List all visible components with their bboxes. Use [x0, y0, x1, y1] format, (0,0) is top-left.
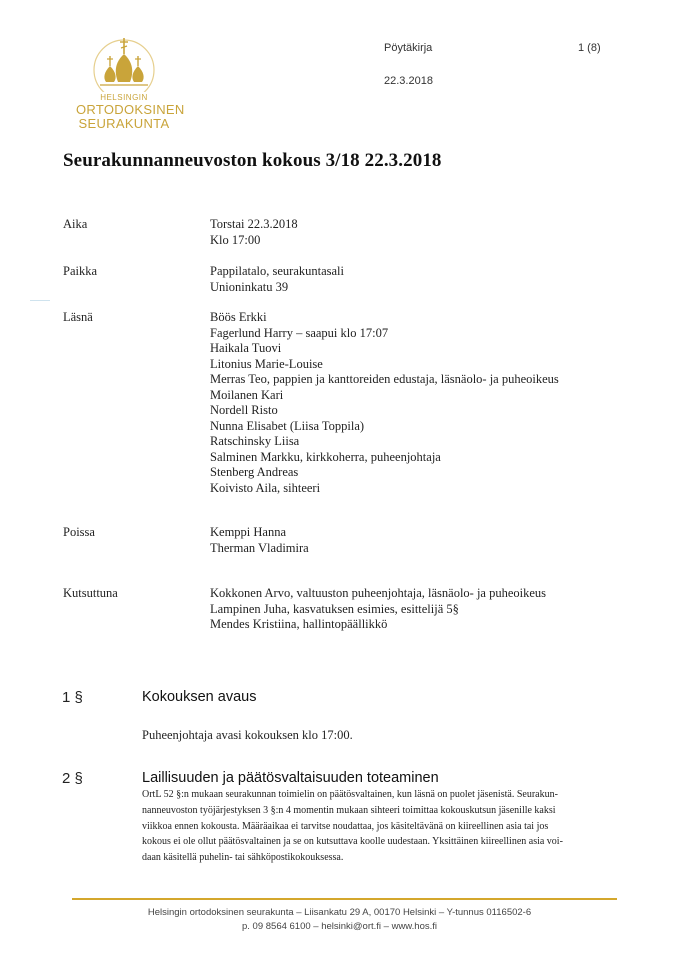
- time-values: [210, 217, 298, 248]
- time-label: Aika: [63, 217, 88, 231]
- present-list: [210, 310, 559, 496]
- present-label: Läsnä: [63, 310, 93, 324]
- invited-list: [210, 586, 546, 633]
- footer-contact: p. 09 8564 6100 – helsinki@ort.fi – www.hos.fi: [241, 921, 437, 932]
- present-member: Litonius Marie-Louise: [210, 356, 323, 371]
- invited-member: Mendes Kristiina, hallintopäällikkö: [210, 617, 388, 631]
- present-member: Stenberg Andreas: [210, 465, 299, 479]
- footer-rule: [72, 898, 617, 900]
- page-title: Seurakunnanneuvoston kokous 3/18 22.3.2018: [63, 150, 442, 171]
- place-line: Unioninkatu 39: [210, 279, 289, 294]
- section-2-title: Laillisuuden ja päätösvaltaisuuden toteaminen: [142, 770, 439, 786]
- present-member: Merras Teo, pappien ja kanttoreiden edustaja, läsnäolo- ja puheoikeus: [210, 372, 559, 386]
- absent-list: [210, 525, 309, 556]
- time-line: Torstai 22.3.2018: [210, 217, 298, 231]
- paragraph-line: OrtL 52 §:n mukaan seurakunnan toimielin on päätösvaltainen, kun läsnä on puolet jäsenistä. Seurakun-: [142, 789, 558, 800]
- section-2-paragraph: [142, 787, 622, 866]
- section-1-number: 1 §: [62, 689, 83, 706]
- invited-label: Kutsuttuna: [63, 586, 118, 600]
- present-member: Koivisto Aila, sihteeri: [210, 480, 321, 495]
- present-member: Haikala Tuovi: [210, 341, 282, 355]
- section-1-body: Puheenjohtaja avasi kokouksen klo 17:00.: [142, 728, 353, 742]
- absent-member: Kemppi Hanna: [210, 525, 287, 539]
- section-2-number: 2 §: [62, 770, 83, 787]
- paragraph-line: daan käsitellä puhelin- tai sähköpostikokouksessa.: [142, 852, 344, 864]
- scan-mark: [30, 300, 50, 301]
- footer-address: Helsingin ortodoksinen seurakunta – Liisankatu 29 A, 00170 Helsinki – Y-tunnus 0116502-6: [147, 907, 532, 918]
- absent-label: Poissa: [63, 525, 95, 539]
- present-member: Nordell Risto: [210, 403, 278, 417]
- present-member: Böös Erkki: [210, 310, 267, 324]
- place-line: Pappilatalo, seurakuntasali: [210, 264, 344, 278]
- present-member: Moilanen Kari: [210, 387, 284, 402]
- paragraph-line: kokous ei ole ollut päätösvaltainen ja se on kutsuttava koolle uudestaan. Yksittäinen kiireellinen asia voi-: [142, 836, 563, 848]
- place-label: Paikka: [63, 264, 98, 278]
- present-member: Fagerlund Harry – saapui klo 17:07: [210, 325, 389, 340]
- document-date: 22.3.2018: [384, 75, 433, 87]
- section-1-title: Kokouksen avaus: [142, 689, 257, 705]
- church-logo: [76, 30, 185, 135]
- logo-text-line3: SEURAKUNTA: [78, 116, 170, 131]
- present-member: Salminen Markku, kirkkoherra, puheenjohtaja: [210, 449, 441, 464]
- paragraph-line: nanneuvoston työjärjestyksen 3 §:n 4 momentin mukaan sihteeri toimittaa kokouskutsun jäsenille kaksi: [142, 804, 556, 816]
- logo-text-line1: HELSINGIN: [100, 93, 148, 102]
- absent-member: Therman Vladimira: [210, 540, 309, 555]
- invited-member: Lampinen Juha, kasvatuksen esimies, esittelijä 5§: [210, 601, 459, 616]
- paragraph-line: viikkoa ennen kokousta. Määräaikaa ei tarvitse noudattaa, jos käsiteltävänä on kiireellinen asia tai jos: [142, 820, 549, 832]
- invited-member: Kokkonen Arvo, valtuuston puheenjohtaja, läsnäolo- ja puheoikeus: [210, 586, 547, 600]
- document-type: Pöytäkirja: [384, 42, 433, 54]
- place-values: [210, 264, 344, 295]
- time-line: Klo 17:00: [210, 232, 261, 247]
- logo-text-line2: ORTODOKSINEN: [76, 102, 185, 117]
- page-number: 1 (8): [578, 42, 601, 54]
- present-member: Ratschinsky Liisa: [210, 434, 300, 448]
- onion-domes-icon: [76, 30, 172, 92]
- present-member: Nunna Elisabet (Liisa Toppila): [210, 418, 365, 433]
